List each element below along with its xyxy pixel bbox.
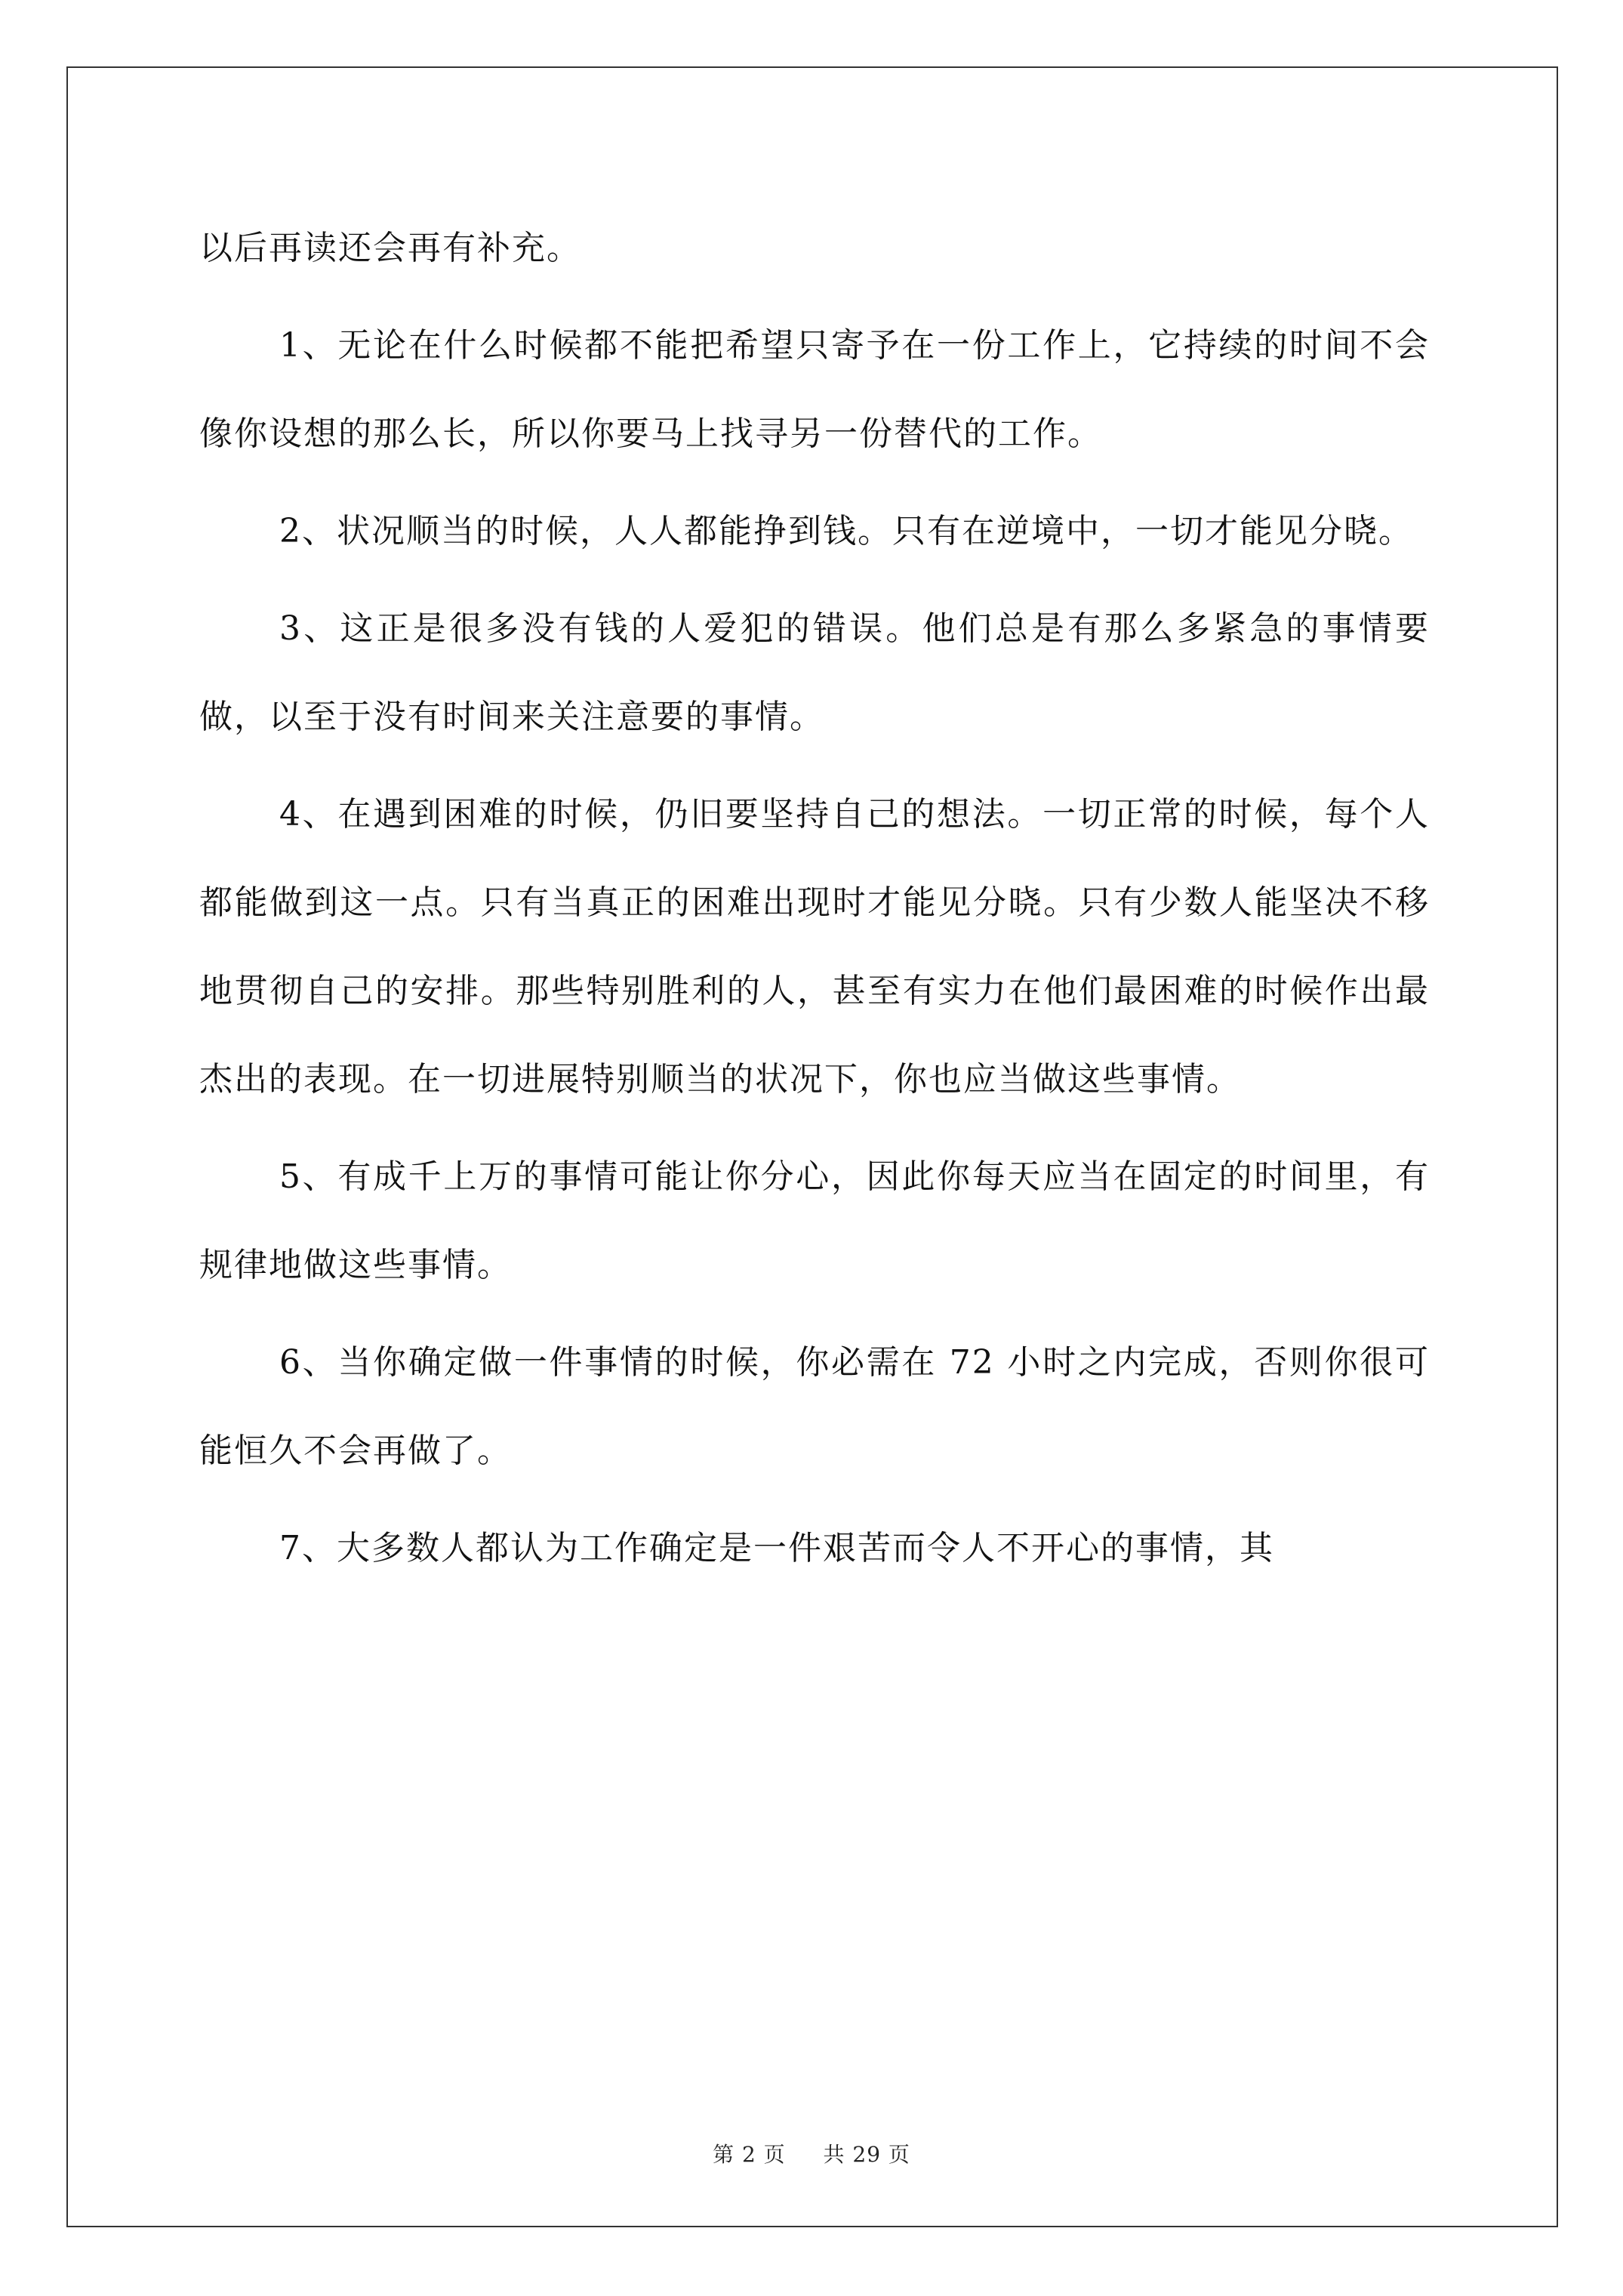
paragraph-item-1: 1、无论在什么时候都不能把希望只寄予在一份工作上，它持续的时间不会像你设想的那么长，所以你要马上找寻另一份替代的工作。 [199, 326, 1430, 453]
page-total: 共 29 页 [823, 2142, 910, 2167]
page-number: 第 2 页 [713, 2142, 786, 2167]
paragraph-item-7: 7、大多数人都认为工作确定是一件艰苦而令人不开心的事情，其 [279, 1529, 1274, 1567]
paragraph-continuation: 以后再读还会再有补充。 [199, 229, 581, 267]
page-footer [0, 2138, 1623, 2168]
paragraph-item-2: 2、状况顺当的时候，人人都能挣到钱。只有在逆境中，一切才能见分晓。 [279, 512, 1413, 550]
paragraph-item-3: 3、这正是很多没有钱的人爱犯的错误。他们总是有那么多紧急的事情要做，以至于没有时间来关注意要的事情。 [199, 609, 1430, 736]
document-body [199, 204, 1430, 1601]
paragraph-item-4: 4、在遇到困难的时候，仍旧要坚持自己的想法。一切正常的时候，每个人都能做到这一点。只有当真正的困难出现时才能见分晓。只有少数人能坚决不移地贯彻自己的安排。那些特别胜利的人，甚至有实力在他们最困难的时候作出最杰出的表现。在一切进展特别顺当的状况下，你也应当做这些事情。 [199, 795, 1430, 1099]
paragraph-item-6: 6、当你确定做一件事情的时候，你必需在 72 小时之内完成，否则你很可能恒久不会再做了。 [199, 1343, 1430, 1470]
paragraph-item-5: 5、有成千上万的事情可能让你分心，因此你每天应当在固定的时间里，有规律地做这些事情。 [199, 1157, 1430, 1284]
